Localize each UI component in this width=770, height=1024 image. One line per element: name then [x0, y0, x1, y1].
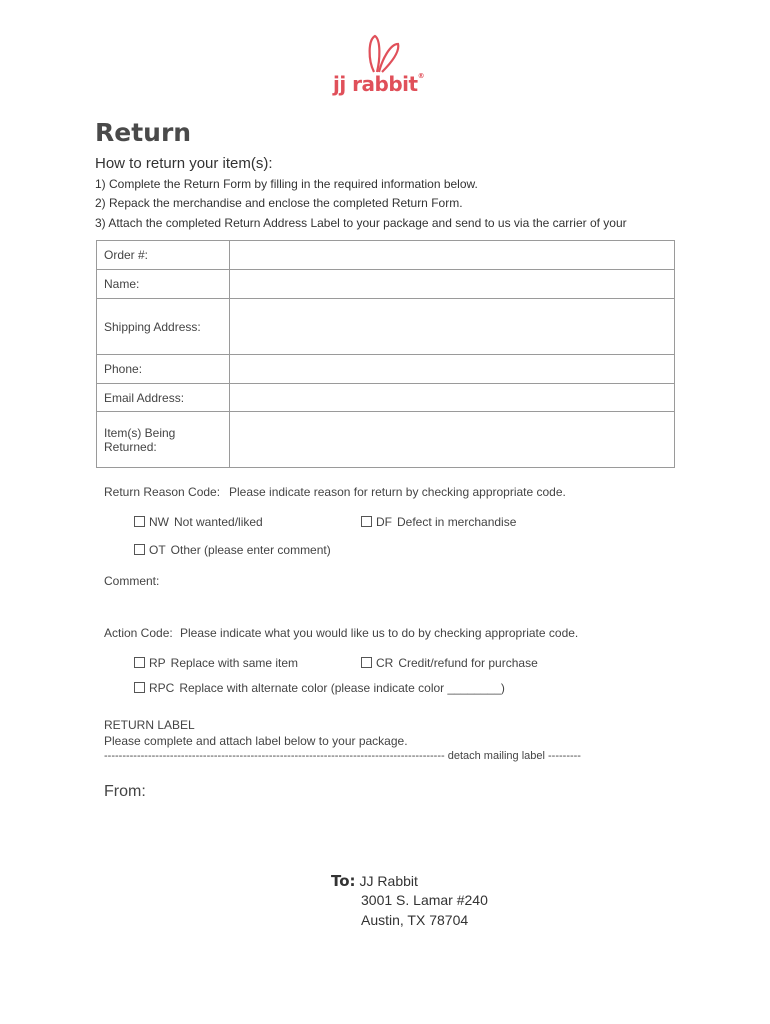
checkbox[interactable]: [134, 516, 145, 527]
action-code-label: Action Code:: [104, 626, 173, 640]
items-returned-label: Item(s) Being Returned:: [97, 412, 230, 468]
instruction-step: 1) Complete the Return Form by filling in the required information below.: [95, 177, 478, 191]
table-row: [97, 270, 675, 299]
logo-wordmark: jj rabbit®: [333, 72, 425, 96]
reason-option-df[interactable]: DF Defect in merchandise: [361, 515, 516, 529]
action-option-rpc[interactable]: RPC Replace with alternate color (please indicate color ________): [134, 681, 505, 695]
email-label: Email Address:: [97, 384, 230, 412]
action-option-cr[interactable]: CR Credit/refund for purchase: [361, 656, 538, 670]
to-address-street: 3001 S. Lamar #240: [361, 892, 488, 908]
return-label-title: RETURN LABEL: [104, 718, 195, 732]
checkbox[interactable]: [361, 516, 372, 527]
instruction-step: 3) Attach the completed Return Address Label to your package and send to us via the carrier of your: [95, 216, 627, 230]
to-address-city: Austin, TX 78704: [361, 912, 469, 928]
name-label: Name:: [97, 270, 230, 299]
page-title: Return: [95, 118, 192, 147]
action-code-instruction: Please indicate what you would like us to do by checking appropriate code.: [180, 626, 579, 640]
return-reason-instruction: Please indicate reason for return by checking appropriate code.: [229, 485, 566, 499]
phone-field[interactable]: [230, 355, 675, 384]
table-row: [97, 299, 675, 355]
checkbox[interactable]: [134, 682, 145, 693]
to-address-name: To: JJ Rabbit: [331, 872, 418, 890]
table-row: [97, 241, 675, 270]
table-row: [97, 384, 675, 412]
action-option-rp[interactable]: RP Replace with same item: [134, 656, 298, 670]
to-label: To:: [331, 872, 356, 890]
email-field[interactable]: [230, 384, 675, 412]
return-label-instruction: Please complete and attach label below to your package.: [104, 734, 408, 748]
reason-option-ot[interactable]: OT Other (please enter comment): [134, 543, 331, 557]
instruction-step: 2) Repack the merchandise and enclose the completed Return Form.: [95, 196, 463, 210]
table-row: [97, 412, 675, 468]
reason-option-nw[interactable]: NW Not wanted/liked: [134, 515, 263, 529]
instructions-heading: How to return your item(s):: [95, 155, 273, 172]
name-field[interactable]: [230, 270, 675, 299]
checkbox[interactable]: [361, 657, 372, 668]
jj-rabbit-logo: [330, 34, 430, 98]
shipping-address-field[interactable]: [230, 299, 675, 355]
checkbox[interactable]: [134, 657, 145, 668]
phone-label: Phone:: [97, 355, 230, 384]
order-label: Order #:: [97, 241, 230, 270]
items-returned-field[interactable]: [230, 412, 675, 468]
detach-line: --------------------------------------------------------------------------------------------- detach mailing label ---------: [104, 750, 581, 762]
return-form-table: [96, 240, 675, 468]
from-label: From:: [104, 783, 146, 800]
checkbox[interactable]: [134, 544, 145, 555]
table-row: [97, 355, 675, 384]
return-reason-label: Return Reason Code:: [104, 485, 221, 499]
order-field[interactable]: [230, 241, 675, 270]
comment-label: Comment:: [104, 574, 160, 588]
shipping-address-label: Shipping Address:: [97, 299, 230, 355]
